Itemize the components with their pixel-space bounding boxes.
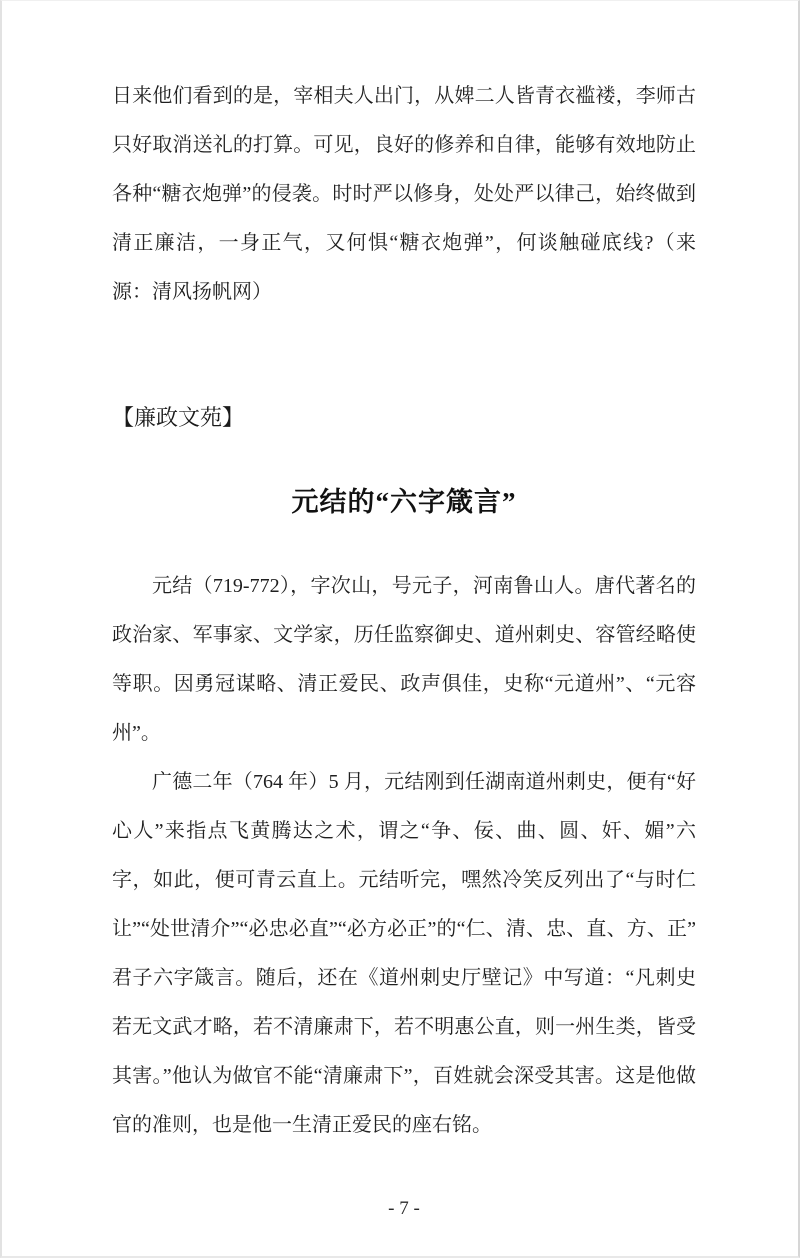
article-paragraph-2: 广德二年（764 年）5 月，元结刚到任湖南道州刺史，便有“好心人”来指点飞黄腾达之术，谓之“争、佞、曲、圆、奸、媚”六字，如此，便可青云直上。元结听完，嘿然冷笑反列出了“与时仁让”“处世清介”“必忠必直”“必方必正”的“仁、清、忠、直、方、正”君子六字箴言。随后，还在《道州刺史厅壁记》中写道：“凡刺史若无文武才略，若不清廉肃下，若不明惠公直，则一州生类，皆受其害。”他认为做官不能“清廉肃下”，百姓就会深受其害。这是他做官的准则，也是他一生清正爱民的座右铭。: [112, 771, 696, 1136]
page-content: [2, 1, 696, 1150]
continuation-paragraph: 日来他们看到的是，宰相夫人出门，从婢二人皆青衣褴褛，李师古只好取消送礼的打算。可见，良好的修养和自律，能够有效地防止各种“糖衣炮弹”的侵袭。时时严以修身，处处严以律己，始终做到清正廉洁，一身正气，又何惧“糖衣炮弹”，何谈触碰底线?（来源：清风扬帆网）: [112, 85, 696, 303]
article-title: 元结的“六字箴言”: [291, 487, 517, 517]
page-number: - 7 -: [388, 1198, 420, 1219]
article-paragraph-1: 元结（719-772），字次山，号元子，河南鲁山人。唐代著名的政治家、军事家、文学家，历任监察御史、道州刺史、容管经略使等职。因勇冠谋略、清正爱民、政声俱佳，史称“元道州”、“元容州”。: [112, 575, 696, 744]
page-footer: [112, 1195, 696, 1223]
document-page: [2, 1, 798, 1256]
section-heading: 【廉政文苑】: [112, 405, 245, 430]
